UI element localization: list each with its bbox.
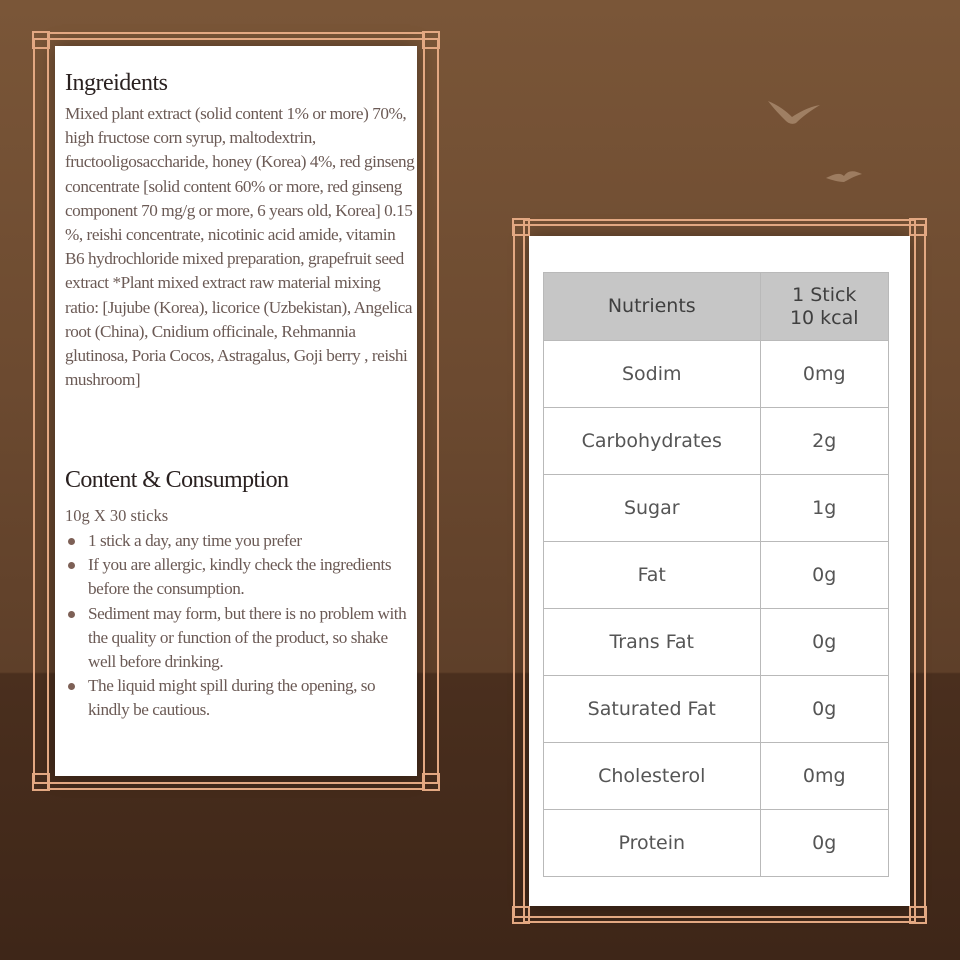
nutrient-value: 0mg <box>760 743 888 810</box>
table-row <box>544 341 889 408</box>
frame-corner <box>909 906 927 924</box>
bird-icon <box>824 166 864 186</box>
table-row <box>544 542 889 609</box>
consumption-list <box>65 529 417 723</box>
nutrient-value: 0mg <box>760 341 888 408</box>
package-size: 10g X 30 sticks <box>65 506 169 525</box>
list-item: If you are allergic, kindly check the ingredients before the consumption. <box>65 553 417 601</box>
nutrient-value: 0g <box>760 810 888 877</box>
serving-calories: 10 kcal <box>789 306 859 329</box>
table-row <box>544 810 889 877</box>
table-header-row <box>544 273 889 341</box>
frame-corner <box>512 906 530 924</box>
nutrient-name: Sodim <box>544 341 761 408</box>
list-item: Sediment may form, but there is no problem with the quality or function of the product, so shake well before drinking. <box>65 602 417 675</box>
header-nutrients: Nutrients <box>544 273 761 341</box>
nutrient-value: 2g <box>760 408 888 475</box>
ingredients-text: Mixed plant extract (solid content 1% or more) 70%, high fructose corn syrup, maltodextrin, fructooligosaccharide, honey (Korea) 4%, red ginseng concentrate [solid content 60% or more, red ginseng component 70 mg/g or more, 6 years old, Korea] 0.15 %, reishi concentrate, nicotinic acid amide, vitamin B6 hydrochloride mixed preparation, grapefruit seed extract *Plant mixed extract raw material mixing ratio: [Jujube (Korea), licorice (Uzbekistan), Angelica root (China), Cnidium officinale, Rehmannia glutinosa, Poria Cocos, Astragalus, Goji berry , reishi mushroom] <box>65 104 415 390</box>
nutrition-panel <box>529 236 910 906</box>
nutrient-value: 0g <box>760 676 888 743</box>
nutrient-value: 1g <box>760 475 888 542</box>
nutrient-name: Cholesterol <box>544 743 761 810</box>
nutrient-name: Fat <box>544 542 761 609</box>
nutrient-name: Trans Fat <box>544 609 761 676</box>
table-row <box>544 408 889 475</box>
nutrient-value: 0g <box>760 542 888 609</box>
frame-corner <box>32 773 50 791</box>
nutrient-name: Protein <box>544 810 761 877</box>
bird-icon <box>764 93 824 133</box>
nutrient-name: Sugar <box>544 475 761 542</box>
table-row <box>544 475 889 542</box>
ingredients-panel <box>55 46 417 776</box>
consumption-title: Content & Consumption <box>65 467 289 493</box>
frame-corner <box>32 31 50 49</box>
nutrient-name: Carbohydrates <box>544 408 761 475</box>
nutrition-table <box>543 272 889 877</box>
nutrient-name: Saturated Fat <box>544 676 761 743</box>
table-row <box>544 609 889 676</box>
frame-corner <box>422 773 440 791</box>
serving-size: 1 Stick <box>792 283 857 306</box>
nutrient-value: 0g <box>760 609 888 676</box>
list-item: 1 stick a day, any time you prefer <box>65 529 417 553</box>
frame-corner <box>422 31 440 49</box>
header-serving <box>760 273 888 341</box>
list-item: The liquid might spill during the opening, so kindly be cautious. <box>65 674 417 722</box>
table-row <box>544 743 889 810</box>
ingredients-title: Ingreidents <box>65 70 168 96</box>
frame-corner <box>512 218 530 236</box>
frame-corner <box>909 218 927 236</box>
table-row <box>544 676 889 743</box>
